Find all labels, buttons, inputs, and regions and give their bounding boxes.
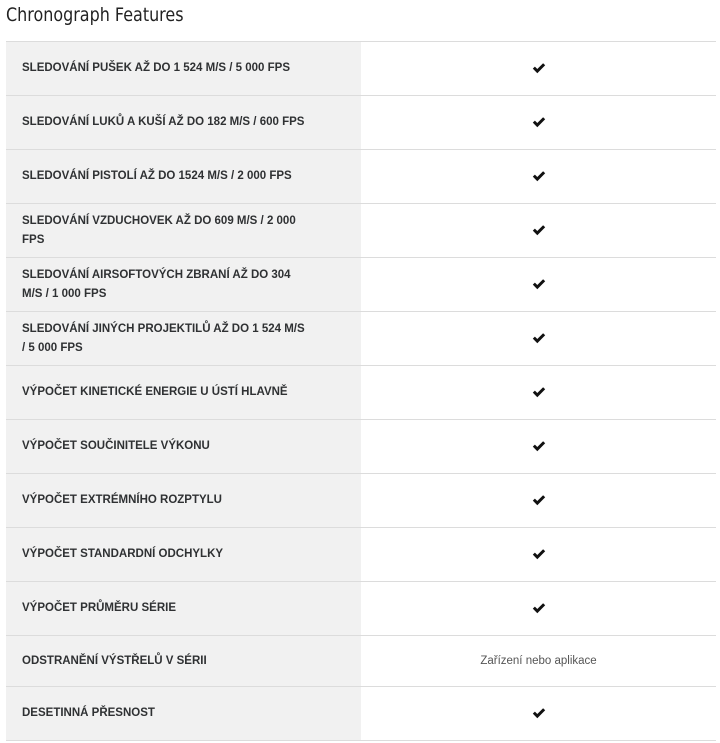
table-row	[6, 687, 716, 741]
feature-supported-cell	[361, 150, 716, 203]
feature-label: SLEDOVÁNÍ PUŠEK AŽ DO 1 524 M/S / 5 000 FPS	[6, 42, 361, 95]
feature-label: SLEDOVÁNÍ LUKŮ A KUŠÍ AŽ DO 182 M/S / 600 FPS	[6, 96, 361, 149]
feature-supported-cell	[361, 312, 716, 365]
feature-label: SLEDOVÁNÍ JINÝCH PROJEKTILŮ AŽ DO 1 524 M/S / 5 000 FPS	[6, 312, 361, 365]
checkmark-icon	[532, 63, 546, 74]
checkmark-icon	[532, 441, 546, 452]
table-row	[6, 42, 716, 96]
table-row	[6, 204, 716, 258]
feature-supported-cell	[361, 474, 716, 527]
checkmark-icon	[532, 333, 546, 344]
feature-supported-cell	[361, 42, 716, 95]
page-title: Chronograph Features	[6, 4, 184, 26]
feature-label: DESETINNÁ PŘESNOST	[6, 687, 361, 740]
feature-label: VÝPOČET SOUČINITELE VÝKONU	[6, 420, 361, 473]
feature-supported-cell	[361, 366, 716, 419]
checkmark-icon	[532, 603, 546, 614]
feature-label: VÝPOČET STANDARDNÍ ODCHYLKY	[6, 528, 361, 581]
feature-supported-cell	[361, 582, 716, 635]
feature-supported-cell	[361, 96, 716, 149]
table-row	[6, 96, 716, 150]
feature-label: VÝPOČET KINETICKÉ ENERGIE U ÚSTÍ HLAVNĚ	[6, 366, 361, 419]
feature-label: VÝPOČET EXTRÉMNÍHO ROZPTYLU	[6, 474, 361, 527]
feature-supported-cell	[361, 687, 716, 740]
feature-label: SLEDOVÁNÍ VZDUCHOVEK AŽ DO 609 M/S / 2 000 FPS	[6, 204, 361, 257]
table-row	[6, 420, 716, 474]
table-row	[6, 528, 716, 582]
table-row	[6, 366, 716, 420]
table-row	[6, 474, 716, 528]
checkmark-icon	[532, 708, 546, 719]
feature-label: SLEDOVÁNÍ PISTOLÍ AŽ DO 1524 M/S / 2 000 FPS	[6, 150, 361, 203]
feature-supported-cell	[361, 204, 716, 257]
feature-value-text: Zařízení nebo aplikace	[480, 655, 597, 667]
checkmark-icon	[532, 495, 546, 506]
checkmark-icon	[532, 279, 546, 290]
feature-label: SLEDOVÁNÍ AIRSOFTOVÝCH ZBRANÍ AŽ DO 304 M/S / 1 000 FPS	[6, 258, 361, 311]
feature-label: VÝPOČET PRŮMĚRU SÉRIE	[6, 582, 361, 635]
feature-supported-cell	[361, 420, 716, 473]
table-row	[6, 636, 716, 687]
table-row	[6, 150, 716, 204]
table-row	[6, 582, 716, 636]
checkmark-icon	[532, 171, 546, 182]
checkmark-icon	[532, 225, 546, 236]
table-row	[6, 258, 716, 312]
feature-supported-cell	[361, 528, 716, 581]
table-row	[6, 312, 716, 366]
feature-label: ODSTRANĚNÍ VÝSTŘELŮ V SÉRII	[6, 636, 361, 686]
checkmark-icon	[532, 387, 546, 398]
checkmark-icon	[532, 549, 546, 560]
features-table	[6, 41, 716, 741]
feature-supported-cell	[361, 258, 716, 311]
checkmark-icon	[532, 117, 546, 128]
